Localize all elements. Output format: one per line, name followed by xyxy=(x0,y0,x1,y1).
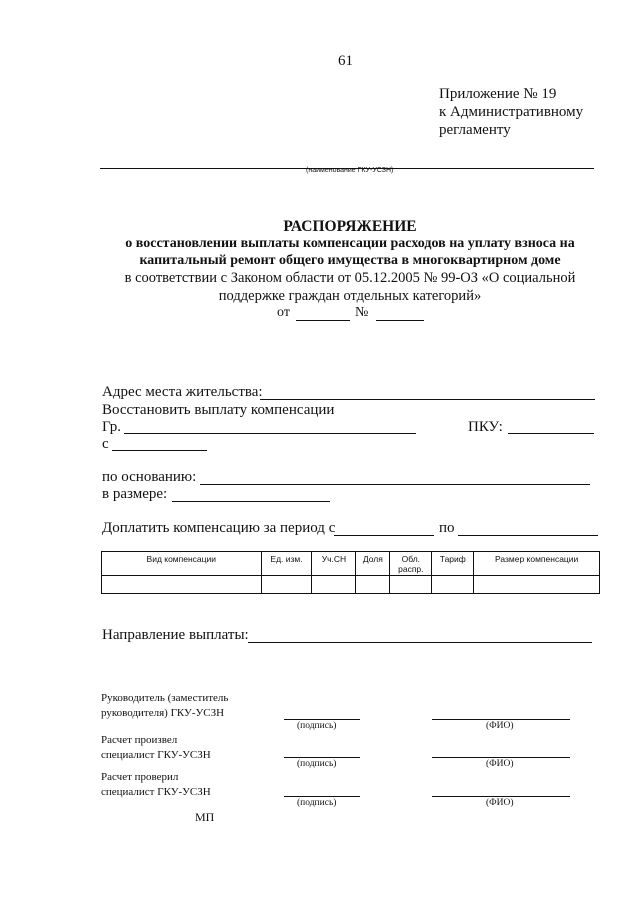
check-title-line-1: Расчет проверил xyxy=(101,771,179,783)
head-title-line-1: Руководитель (заместитель xyxy=(101,692,229,704)
title-subject-line-2: капитальный ремонт общего имущества в многоквартирном доме xyxy=(139,253,561,268)
order-number-field[interactable] xyxy=(376,320,424,321)
period-start-field[interactable] xyxy=(334,535,434,536)
address-label: Адрес места жительства: xyxy=(102,384,263,400)
page-number: 61 xyxy=(338,53,353,69)
check-name-caption: (ФИО) xyxy=(486,798,514,808)
since-label: с xyxy=(102,436,109,452)
address-field[interactable] xyxy=(260,399,595,400)
date-from-label: от xyxy=(277,305,290,320)
appendix-line-1: Приложение № 19 xyxy=(439,86,557,102)
table-row xyxy=(102,576,600,594)
table-cell[interactable] xyxy=(261,576,312,594)
head-name-line[interactable] xyxy=(432,719,570,720)
check-signature-caption: (подпись) xyxy=(297,798,337,808)
calc-title-line-2: специалист ГКУ-УСЗН xyxy=(101,749,211,761)
period-to-label: по xyxy=(439,520,455,536)
head-name-caption: (ФИО) xyxy=(486,721,514,731)
calc-title-line-1: Расчет произвел xyxy=(101,734,178,746)
pku-label: ПКУ: xyxy=(468,419,503,435)
head-signature-caption: (подпись) xyxy=(297,721,337,731)
appendix-line-2: к Административному xyxy=(439,104,584,120)
basis-label: по основанию: xyxy=(102,469,197,485)
payment-direction-field[interactable] xyxy=(248,642,592,643)
table-cell[interactable] xyxy=(474,576,600,594)
calc-name-line[interactable] xyxy=(432,757,570,758)
table-cell[interactable] xyxy=(312,576,356,594)
citizen-name-field[interactable] xyxy=(124,433,416,434)
check-name-line[interactable] xyxy=(432,796,570,797)
column-header: Доля xyxy=(356,552,390,576)
head-signature-line[interactable] xyxy=(284,719,360,720)
column-header: Уч.СН xyxy=(312,552,356,576)
payment-direction-label: Направление выплаты: xyxy=(102,627,249,643)
table-cell[interactable] xyxy=(102,576,262,594)
amount-field[interactable] xyxy=(172,501,330,502)
compensation-table xyxy=(101,551,600,594)
pku-field[interactable] xyxy=(508,433,594,434)
law-reference-line-1: в соответствии с Законом области от 05.12.2005 № 99-ОЗ «О социальной xyxy=(124,270,576,286)
check-signature-line[interactable] xyxy=(284,796,360,797)
table-cell[interactable] xyxy=(356,576,390,594)
amount-label: в размере: xyxy=(102,486,168,502)
number-sign: № xyxy=(355,305,369,320)
column-header: Размер компенсации xyxy=(474,552,600,576)
calc-signature-caption: (подпись) xyxy=(297,759,337,769)
title-subject-line-1: о восстановлении выплаты компенсации расходов на уплату взноса на xyxy=(125,236,575,251)
extra-pay-label: Доплатить компенсацию за период с xyxy=(102,520,336,536)
document-title: РАСПОРЯЖЕНИЕ xyxy=(283,218,417,235)
appendix-line-3: регламенту xyxy=(439,122,511,138)
since-date-field[interactable] xyxy=(112,450,207,451)
check-title-line-2: специалист ГКУ-УСЗН xyxy=(101,786,211,798)
column-header: Вид компенсации xyxy=(102,552,262,576)
column-header: Тариф xyxy=(432,552,474,576)
table-header-row xyxy=(102,552,600,576)
law-reference-line-2: поддержке граждан отдельных категорий» xyxy=(218,288,482,304)
date-field[interactable] xyxy=(296,320,350,321)
period-end-field[interactable] xyxy=(458,535,598,536)
column-header: Ед. изм. xyxy=(261,552,312,576)
restore-label: Восстановить выплату компенсации xyxy=(102,402,335,418)
basis-field[interactable] xyxy=(200,484,590,485)
stamp-label: МП xyxy=(195,810,215,824)
calc-signature-line[interactable] xyxy=(284,757,360,758)
column-header: Обл. распр. xyxy=(390,552,432,576)
calc-name-caption: (ФИО) xyxy=(486,759,514,769)
table-cell[interactable] xyxy=(432,576,474,594)
table-cell[interactable] xyxy=(390,576,432,594)
org-caption: (наименование ГКУ-УСЗН) xyxy=(306,167,394,174)
head-title-line-2: руководителя) ГКУ-УСЗН xyxy=(101,707,225,719)
citizen-label: Гр. xyxy=(102,419,121,435)
